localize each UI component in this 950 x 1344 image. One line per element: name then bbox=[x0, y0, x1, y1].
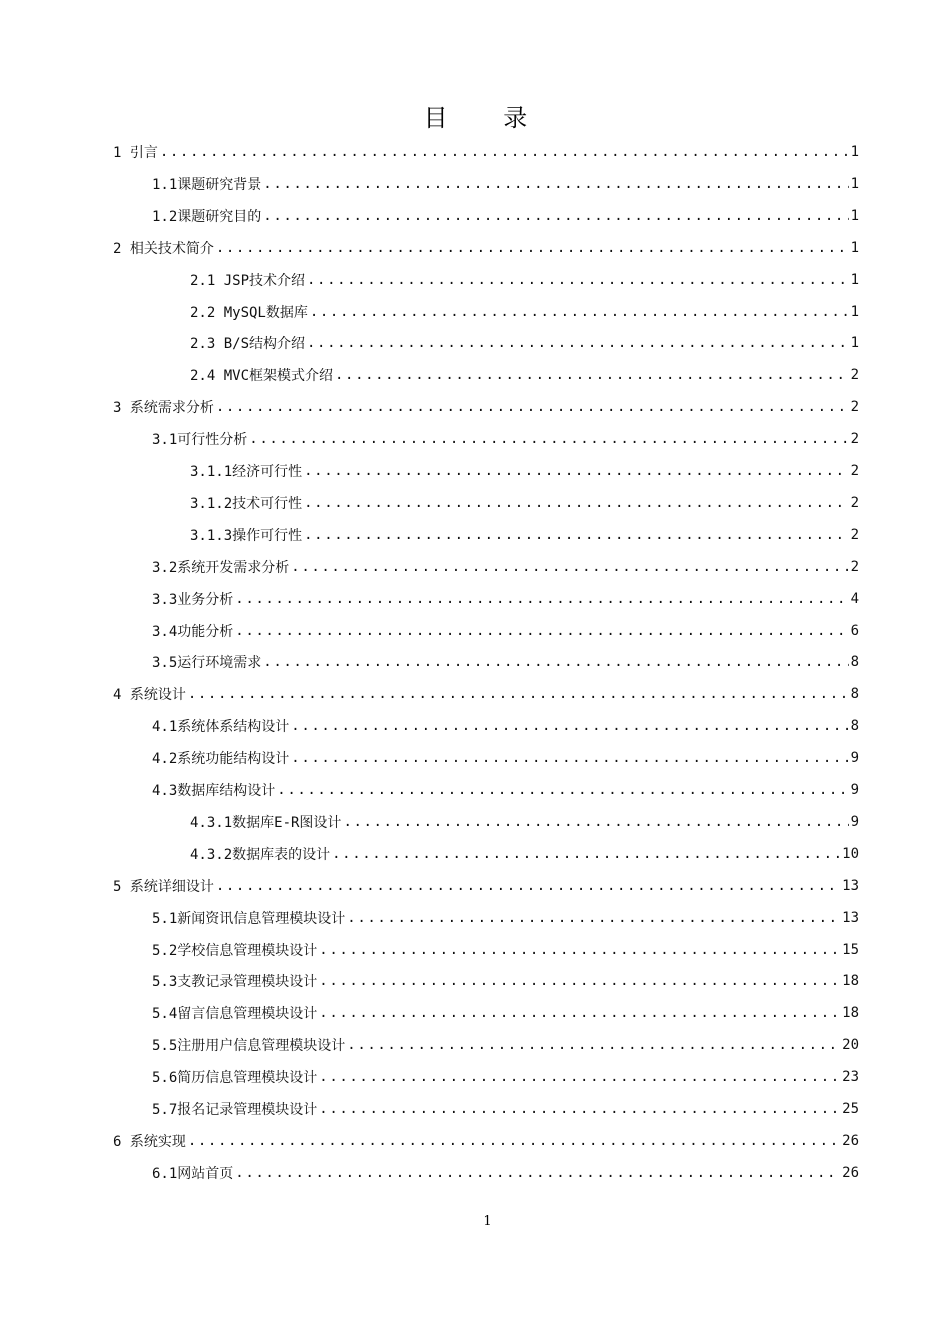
toc-entry[interactable] bbox=[152, 774, 859, 806]
toc-entry-label: 5.3支教记录管理模块设计 bbox=[152, 974, 318, 991]
toc-entry-page: 13 bbox=[842, 877, 859, 894]
page-number: 1 bbox=[483, 1214, 492, 1229]
toc-entry-label: 3.5运行环境需求 bbox=[152, 655, 262, 672]
toc-entry-label: 5.5注册用户信息管理模块设计 bbox=[152, 1038, 346, 1055]
toc-entry-page: 1 bbox=[850, 303, 859, 320]
toc-entry-label: 3.4功能分析 bbox=[152, 623, 234, 640]
toc-entry[interactable] bbox=[152, 934, 859, 966]
toc-entry-label: 2.1 JSP技术介绍 bbox=[190, 272, 306, 289]
toc-leader-dots bbox=[216, 240, 849, 256]
toc-entry-label: 5.2学校信息管理模块设计 bbox=[152, 942, 318, 959]
toc-entry[interactable] bbox=[152, 710, 859, 742]
toc-entry[interactable] bbox=[113, 391, 859, 423]
toc-entry[interactable] bbox=[113, 136, 859, 168]
toc-entry-page: 18 bbox=[842, 973, 859, 990]
toc-entry[interactable] bbox=[152, 1157, 859, 1189]
toc-entry[interactable] bbox=[113, 1125, 859, 1157]
toc-entry[interactable] bbox=[152, 646, 859, 678]
toc-leader-dots bbox=[188, 686, 849, 702]
toc-leader-dots bbox=[263, 176, 848, 192]
toc-entry-label: 6.1网站首页 bbox=[152, 1165, 234, 1182]
toc-entry[interactable] bbox=[190, 487, 859, 519]
toc-leader-dots bbox=[347, 1037, 840, 1053]
toc-entry-label: 4.1系统体系结构设计 bbox=[152, 719, 290, 736]
toc-entry-label: 2.4 MVC框架模式介绍 bbox=[190, 368, 334, 385]
toc-entry[interactable] bbox=[152, 551, 859, 583]
toc-leader-dots bbox=[343, 814, 848, 830]
toc-entry-page: 23 bbox=[842, 1069, 859, 1086]
toc-entry[interactable] bbox=[152, 1061, 859, 1093]
toc-entry-page: 26 bbox=[842, 1164, 859, 1181]
toc-entry-page: 2 bbox=[850, 399, 859, 416]
toc-entry-label: 5.4留言信息管理模块设计 bbox=[152, 1006, 318, 1023]
toc-entry-label: 5.7报名记录管理模块设计 bbox=[152, 1102, 318, 1118]
toc-leader-dots bbox=[216, 399, 849, 415]
toc-entry-label: 6 系统实现 bbox=[113, 1133, 186, 1150]
toc-entry-label: 3.1.2技术可行性 bbox=[190, 495, 303, 512]
toc-entry-label: 3.1.3操作可行性 bbox=[190, 527, 303, 544]
toc-entry-label: 4.3数据库结构设计 bbox=[152, 783, 276, 799]
toc-entry[interactable] bbox=[113, 232, 859, 264]
toc-entry-page: 1 bbox=[850, 239, 859, 256]
toc-entry-page: 1 bbox=[850, 335, 859, 352]
toc-leader-dots bbox=[310, 304, 849, 320]
toc-leader-dots bbox=[319, 1005, 840, 1021]
toc-entry[interactable] bbox=[190, 806, 859, 838]
toc-entry-label: 5 系统详细设计 bbox=[113, 878, 214, 895]
toc-entry-page: 25 bbox=[842, 1101, 859, 1117]
toc-entry-label: 1.1课题研究背景 bbox=[152, 176, 262, 193]
toc-entry[interactable] bbox=[152, 615, 859, 647]
toc-entry-label: 5.1新闻资讯信息管理模块设计 bbox=[152, 910, 346, 927]
toc-entry-page: 2 bbox=[850, 463, 859, 479]
toc-entry[interactable] bbox=[190, 264, 859, 296]
toc-entry-page: 2 bbox=[850, 526, 859, 543]
toc-entry-label: 4.3.2数据库表的设计 bbox=[190, 846, 331, 863]
toc-entry-label: 3.1可行性分析 bbox=[152, 432, 248, 449]
toc-leader-dots bbox=[332, 846, 840, 862]
toc-leader-dots bbox=[304, 527, 848, 543]
toc-entry-page: 2 bbox=[850, 558, 859, 575]
toc-entry[interactable] bbox=[152, 902, 859, 934]
toc-entry-page: 13 bbox=[842, 909, 859, 926]
toc-leader-dots bbox=[319, 1069, 840, 1085]
toc-entry-page: 9 bbox=[850, 750, 859, 767]
toc-entry[interactable] bbox=[152, 168, 859, 200]
toc-entry-label: 2 相关技术简介 bbox=[113, 240, 214, 257]
toc-entry-page: 8 bbox=[850, 686, 859, 703]
toc-entry-label: 1.2课题研究目的 bbox=[152, 208, 262, 225]
toc-entry[interactable] bbox=[152, 1029, 859, 1061]
toc-entry-label: 1 引言 bbox=[113, 145, 158, 161]
toc-leader-dots bbox=[304, 495, 848, 511]
toc-entry-label: 3.1.1经济可行性 bbox=[190, 464, 303, 480]
toc-entry-page: 8 bbox=[850, 718, 859, 735]
toc-leader-dots bbox=[291, 718, 848, 734]
toc-entry-label: 2.2 MySQL数据库 bbox=[190, 304, 308, 321]
toc-entry-page: 6 bbox=[850, 622, 859, 639]
toc-entry-label: 4 系统设计 bbox=[113, 687, 186, 704]
toc-entry-label: 4.2系统功能结构设计 bbox=[152, 751, 290, 768]
toc-entry-label: 3 系统需求分析 bbox=[113, 400, 214, 417]
toc-entry[interactable] bbox=[152, 965, 859, 997]
toc-entry-label: 2.3 B/S结构介绍 bbox=[190, 336, 306, 353]
toc-entry-page: 9 bbox=[850, 813, 859, 830]
toc-entry[interactable] bbox=[190, 296, 859, 328]
toc-entry[interactable] bbox=[113, 870, 859, 902]
toc-leader-dots bbox=[263, 654, 848, 670]
toc-leader-dots bbox=[235, 591, 848, 607]
toc-leader-dots bbox=[347, 910, 840, 926]
toc-entry-page: 15 bbox=[842, 941, 859, 958]
toc-entry-label: 3.3业务分析 bbox=[152, 591, 234, 608]
toc-entry[interactable] bbox=[152, 200, 859, 232]
toc-title: 目 录 bbox=[423, 104, 552, 132]
toc-entry-page: 18 bbox=[842, 1005, 859, 1022]
toc-entry-page: 20 bbox=[842, 1037, 859, 1054]
toc-leader-dots bbox=[160, 144, 849, 160]
toc-entry[interactable] bbox=[190, 327, 859, 359]
toc-entry[interactable] bbox=[190, 519, 859, 551]
toc-entry-page: 1 bbox=[850, 207, 859, 224]
toc-entry[interactable] bbox=[152, 997, 859, 1029]
toc-leader-dots bbox=[249, 431, 848, 447]
toc-entry[interactable] bbox=[152, 742, 859, 774]
toc-leader-dots bbox=[277, 782, 848, 798]
toc-entry-page: 9 bbox=[850, 782, 859, 798]
toc-leader-dots bbox=[335, 367, 849, 383]
toc-entry-page: 1 bbox=[850, 175, 859, 192]
toc-entry[interactable] bbox=[152, 1093, 859, 1125]
toc-leader-dots bbox=[235, 623, 848, 639]
toc-entry-page: 8 bbox=[850, 654, 859, 671]
toc-entry-label: 3.2系统开发需求分析 bbox=[152, 559, 290, 576]
toc-entry-label: 5.6简历信息管理模块设计 bbox=[152, 1070, 318, 1087]
toc-leader-dots bbox=[307, 272, 849, 288]
toc-entry[interactable] bbox=[190, 455, 859, 487]
toc-entry-page: 4 bbox=[850, 590, 859, 607]
toc-leader-dots bbox=[307, 335, 849, 351]
toc-entry-page: 2 bbox=[850, 367, 859, 384]
toc-leader-dots bbox=[304, 463, 848, 479]
toc-leader-dots bbox=[291, 750, 848, 766]
toc-entry-page: 26 bbox=[842, 1132, 859, 1149]
toc-entry-page: 1 bbox=[850, 144, 859, 160]
toc-entry[interactable] bbox=[113, 678, 859, 710]
toc-entry-page: 10 bbox=[842, 845, 859, 862]
toc-entry[interactable] bbox=[190, 838, 859, 870]
toc-leader-dots bbox=[319, 942, 840, 958]
toc-leader-dots bbox=[291, 559, 848, 575]
toc-leader-dots bbox=[319, 1101, 840, 1117]
toc-entry-page: 1 bbox=[850, 271, 859, 288]
toc-leader-dots bbox=[235, 1165, 840, 1181]
toc-entry-label: 4.3.1数据库E-R图设计 bbox=[190, 814, 342, 831]
toc-entry-page: 2 bbox=[850, 494, 859, 511]
toc-entry-page: 2 bbox=[850, 431, 859, 448]
toc-entry[interactable] bbox=[190, 359, 859, 391]
toc-entry[interactable] bbox=[152, 583, 859, 615]
toc-leader-dots bbox=[188, 1133, 840, 1149]
toc-leader-dots bbox=[216, 878, 840, 894]
toc-leader-dots bbox=[263, 208, 848, 224]
toc-entry[interactable] bbox=[152, 423, 859, 455]
toc-leader-dots bbox=[319, 973, 840, 989]
